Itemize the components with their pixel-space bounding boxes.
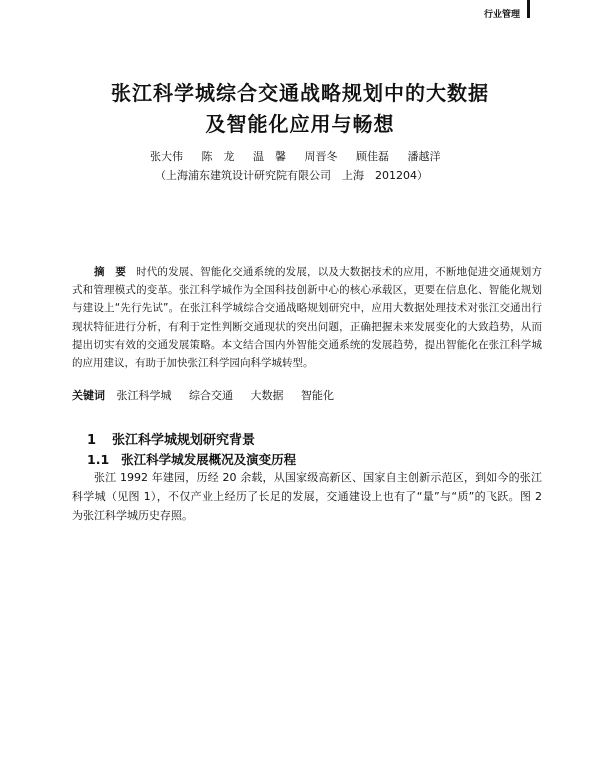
author: 顾佳磊	[356, 150, 389, 163]
author: 陈 龙	[201, 150, 235, 163]
affiliation: （上海浦东建筑设计研究院有限公司 上海 201204）	[155, 169, 428, 182]
section-heading	[87, 429, 255, 448]
abstract-text: 时代的发展、智能化交通系统的发展，以及大数据技术的应用，不断地促进交通规划方式和管理模式的变革。张江科学城作为全国科技创新中心的核心承载区，更要在信息化、智能化规划与建设上“先行先试”。在张江科学城综合交通战略规划研究中，应用大数据处理技术对张江交通出行现状特征进行分析，有利于定性判断交通现状的突出问题，正确把握未来发展变化的大致趋势，从而提出切实有效的交通发展策略。本文结合国内外智能交通系统的发展趋势，提出智能化在张江科学城的应用建议，有助于加快张江科学园向科学城转型。	[72, 266, 542, 370]
title-line-1: 张江科学城综合交通战略规划中的大数据	[111, 81, 489, 105]
body-paragraph: 张江 1992 年建园，历经 20 余载，从国家级高新区、国家自主创新示范区，到如今的张江科学城（见图 1），不仅产业上经历了长足的发展，交通建设上也有了“量”与“质”的飞跃。图 2 为张江科学城历史存照。	[72, 471, 542, 522]
abstract	[72, 263, 542, 372]
title-line-2: 及智能化应用与畅想	[205, 112, 395, 136]
subsection-title: 张江科学城发展概况及演变历程	[121, 452, 297, 467]
author: 温 馨	[253, 150, 286, 163]
keyword: 张江科学城	[116, 389, 172, 402]
section-number: 1	[87, 433, 97, 448]
author: 周晋冬	[304, 150, 338, 163]
author: 潘越洋	[407, 150, 441, 163]
keyword: 综合交通	[189, 389, 233, 402]
header-divider	[527, 0, 530, 18]
keyword: 大数据	[250, 389, 284, 402]
keywords	[72, 387, 348, 403]
author-list	[150, 148, 456, 164]
abstract-label: 摘 要	[94, 266, 127, 278]
subsection-number: 1.1	[87, 452, 110, 467]
paper-title	[0, 78, 600, 140]
section-tag: 行业管理	[484, 10, 521, 20]
subsection-heading	[87, 450, 296, 468]
keywords-label: 关键词	[72, 389, 105, 402]
author: 张大伟	[150, 150, 183, 163]
keyword: 智能化	[301, 389, 334, 402]
section-title: 张江科学城规划研究背景	[112, 433, 256, 448]
